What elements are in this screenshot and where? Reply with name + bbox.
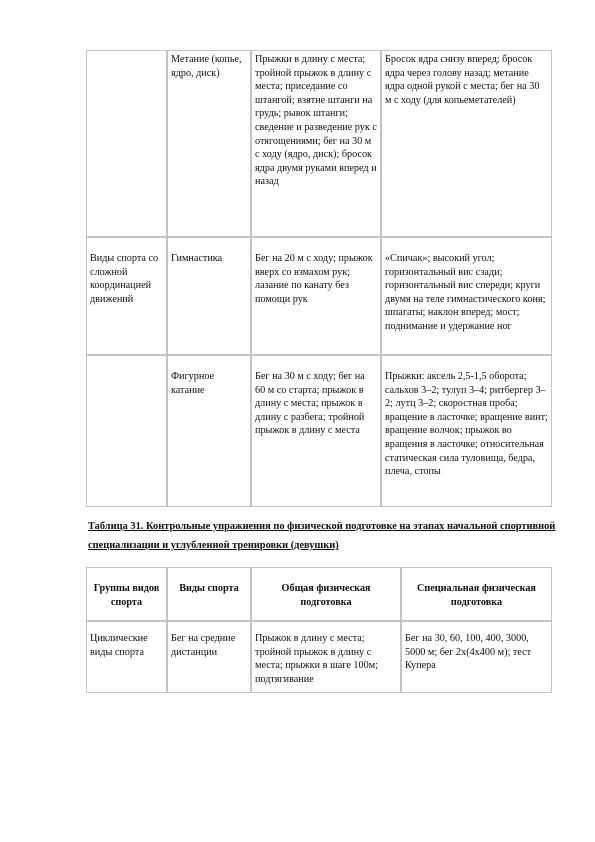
column-header: Виды спорта	[167, 567, 251, 621]
sport-cell: Гимнастика	[167, 237, 251, 355]
exercise-table-continued	[86, 50, 552, 507]
column-header: Общая физическая подготовка	[251, 567, 401, 621]
table-row	[86, 355, 552, 507]
general-training-cell: Бег на 30 м с ходу; бег на 60 м со старта; прыжок в длину с места; прыжок в длину с разбега; тройной прыжок в длину с места	[251, 355, 381, 507]
column-header: Специальная физическая подготовка	[401, 567, 552, 621]
group-cell	[86, 355, 167, 507]
table-row	[86, 237, 552, 355]
control-exercises-table	[86, 567, 552, 693]
table-caption: Таблица 31. Контрольные упражнения по физической подготовке на этапах начальной спортивной специализации и углубленной тренировки (девушки)	[88, 521, 556, 551]
special-training-cell: «Спичак»; высокий угол; горизонтальный вис сзади; горизонтальный вис спереди; круги двумя на теле гимнастического коня; шпагаты; наклон вперед; мост; поднимание и удержание ног	[381, 237, 552, 355]
table-header-row	[86, 567, 552, 621]
special-training-cell: Бег на 30, 60, 100, 400, 3000, 5000 м; бег 2х(4х400 м); тест Купера	[401, 621, 552, 693]
group-cell: Циклические виды спорта	[86, 621, 167, 693]
column-header: Группы видов спорта	[86, 567, 167, 621]
general-training-cell: Прыжки в длину с места; тройной прыжок в длину с места; приседание со штангой; взятие штанги на грудь; рывок штанги; сведение и разведение рук с отягощениями; бег на 30 м с ходу (ядро, диск); бросок ядра двумя руками вперед и назад	[251, 50, 381, 237]
sport-cell: Фигурное катание	[167, 355, 251, 507]
group-cell: Виды спорта со сложной координацией движений	[86, 237, 167, 355]
table-row	[86, 621, 552, 693]
general-training-cell: Прыжок в длину с места; тройной прыжок в длину с места; прыжки в шаге 100м; подтягивание	[251, 621, 401, 693]
group-cell	[86, 50, 167, 237]
sport-cell: Метание (копье, ядро, диск)	[167, 50, 251, 237]
table-row	[86, 50, 552, 237]
special-training-cell: Бросок ядра снизу вперед; бросок ядра через голову назад; метание ядра одной рукой с места; бег на 30 м с ходу (для копьеметателей)	[381, 50, 552, 237]
sport-cell: Бег на средние дистанции	[167, 621, 251, 693]
special-training-cell: Прыжки: аксель 2,5-1,5 оборота; сальхов 3–2; тулуп 3–4; ритбергер 3–2; лутц 3–2; скоростная проба; вращение в ласточке; вращение винт; вращение волчок; прыжок во вращения в ласточке; относительная статическая сила туловища, бедра, плеча, стопы	[381, 355, 552, 507]
general-training-cell: Бег на 20 м с ходу; прыжок вверх со взмахом рук; лазание по канату без помощи рук	[251, 237, 381, 355]
